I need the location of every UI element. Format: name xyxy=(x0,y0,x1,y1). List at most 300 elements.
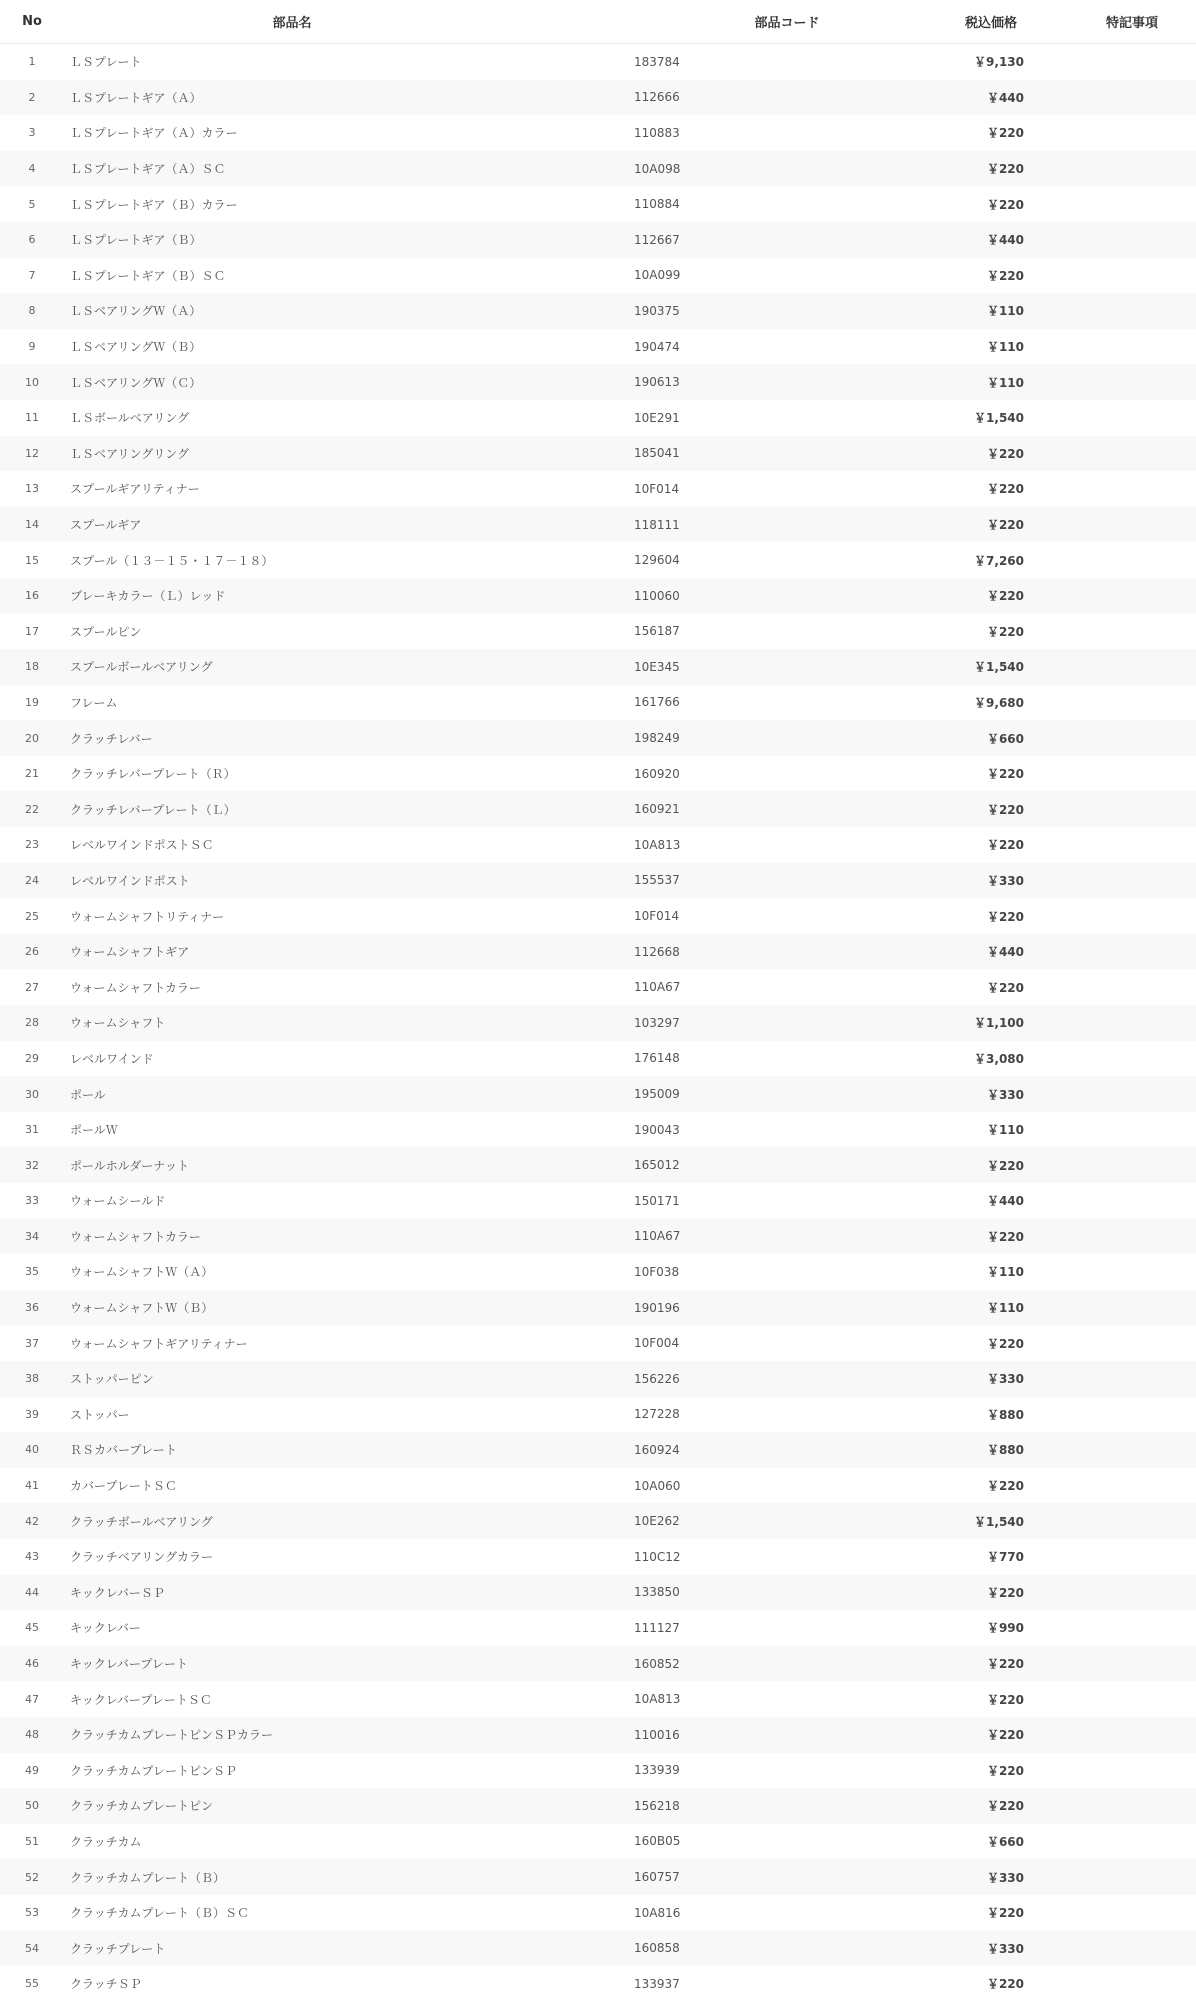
part-code: 156187 xyxy=(620,614,874,650)
note xyxy=(1068,44,1196,80)
row-no: 12 xyxy=(0,436,64,472)
price: ￥220 xyxy=(874,1966,1068,2002)
part-name: レベルワインドポストＳＣ xyxy=(64,827,620,863)
note xyxy=(1068,1610,1196,1646)
part-name: レベルワインド xyxy=(64,1041,620,1077)
price: ￥440 xyxy=(874,1183,1068,1219)
row-no: 20 xyxy=(0,720,64,756)
row-no: 42 xyxy=(0,1503,64,1539)
price: ￥220 xyxy=(874,1788,1068,1824)
part-code: 190375 xyxy=(620,293,874,329)
part-name: ストッパーピン xyxy=(64,1361,620,1397)
price: ￥330 xyxy=(874,1859,1068,1895)
note xyxy=(1068,1325,1196,1361)
table-row xyxy=(0,791,1196,827)
note xyxy=(1068,1432,1196,1468)
note xyxy=(1068,1753,1196,1789)
price: ￥330 xyxy=(874,1076,1068,1112)
table-row xyxy=(0,685,1196,721)
price: ￥220 xyxy=(874,1219,1068,1255)
row-no: 41 xyxy=(0,1468,64,1504)
part-code: 110883 xyxy=(620,115,874,151)
price: ￥220 xyxy=(874,614,1068,650)
part-code: 10A098 xyxy=(620,151,874,187)
table-row xyxy=(0,1183,1196,1219)
part-name: スプール（１３－１５・１７－１８） xyxy=(64,542,620,578)
table-row xyxy=(0,329,1196,365)
header-part-code: 部品コード xyxy=(620,0,874,44)
header-note: 特記事項 xyxy=(1068,0,1196,44)
note xyxy=(1068,827,1196,863)
part-code: 10F014 xyxy=(620,898,874,934)
note xyxy=(1068,1254,1196,1290)
price: ￥110 xyxy=(874,364,1068,400)
price: ￥1,540 xyxy=(874,649,1068,685)
part-name: キックレバープレート xyxy=(64,1646,620,1682)
table-body xyxy=(0,44,1196,2002)
row-no: 26 xyxy=(0,934,64,970)
row-no: 48 xyxy=(0,1717,64,1753)
note xyxy=(1068,1076,1196,1112)
part-name: ポールホルダーナット xyxy=(64,1147,620,1183)
price: ￥330 xyxy=(874,1361,1068,1397)
part-code: 103297 xyxy=(620,1005,874,1041)
part-name: ウォームシャフトギア xyxy=(64,934,620,970)
part-name: クラッチボールベアリング xyxy=(64,1503,620,1539)
part-code: 10A813 xyxy=(620,827,874,863)
note xyxy=(1068,364,1196,400)
row-no: 25 xyxy=(0,898,64,934)
price: ￥220 xyxy=(874,1147,1068,1183)
table-row xyxy=(0,471,1196,507)
part-name: ウォームシャフトリティナー xyxy=(64,898,620,934)
table-row xyxy=(0,898,1196,934)
table-row xyxy=(0,649,1196,685)
part-name: クラッチレバー xyxy=(64,720,620,756)
note xyxy=(1068,1183,1196,1219)
part-code: 133850 xyxy=(620,1575,874,1611)
table-row xyxy=(0,258,1196,294)
part-name: ＬＳベアリングＷ（Ｃ） xyxy=(64,364,620,400)
note xyxy=(1068,934,1196,970)
part-code: 10E262 xyxy=(620,1503,874,1539)
row-no: 55 xyxy=(0,1966,64,2002)
row-no: 52 xyxy=(0,1859,64,1895)
part-name: ＬＳプレートギア（Ａ）カラー xyxy=(64,115,620,151)
part-code: 160757 xyxy=(620,1859,874,1895)
table-row xyxy=(0,1895,1196,1931)
part-name: ＬＳプレートギア（Ｂ） xyxy=(64,222,620,258)
price: ￥990 xyxy=(874,1610,1068,1646)
note xyxy=(1068,1966,1196,2002)
price: ￥770 xyxy=(874,1539,1068,1575)
price: ￥440 xyxy=(874,80,1068,116)
part-code: 183784 xyxy=(620,44,874,80)
row-no: 31 xyxy=(0,1112,64,1148)
table-row xyxy=(0,436,1196,472)
row-no: 18 xyxy=(0,649,64,685)
part-name: ウォームシールド xyxy=(64,1183,620,1219)
table-row xyxy=(0,1503,1196,1539)
row-no: 51 xyxy=(0,1824,64,1860)
note xyxy=(1068,115,1196,151)
price: ￥9,130 xyxy=(874,44,1068,80)
part-name: ウォームシャフトカラー xyxy=(64,969,620,1005)
part-name: ストッパー xyxy=(64,1397,620,1433)
part-name: クラッチベアリングカラー xyxy=(64,1539,620,1575)
header-row xyxy=(0,0,1196,44)
note xyxy=(1068,685,1196,721)
row-no: 16 xyxy=(0,578,64,614)
part-name: ウォームシャフトＷ（Ａ） xyxy=(64,1254,620,1290)
price: ￥220 xyxy=(874,151,1068,187)
table-row xyxy=(0,44,1196,80)
note xyxy=(1068,1219,1196,1255)
part-code: 160921 xyxy=(620,791,874,827)
part-name: クラッチカムプレートピンＳＰ xyxy=(64,1753,620,1789)
table-row xyxy=(0,1646,1196,1682)
note xyxy=(1068,1539,1196,1575)
price: ￥220 xyxy=(874,1646,1068,1682)
note xyxy=(1068,1041,1196,1077)
note xyxy=(1068,898,1196,934)
price: ￥220 xyxy=(874,827,1068,863)
price: ￥220 xyxy=(874,1575,1068,1611)
row-no: 7 xyxy=(0,258,64,294)
price: ￥440 xyxy=(874,934,1068,970)
note xyxy=(1068,863,1196,899)
row-no: 28 xyxy=(0,1005,64,1041)
table-row xyxy=(0,1041,1196,1077)
part-name: スプールギアリティナー xyxy=(64,471,620,507)
table-row xyxy=(0,578,1196,614)
table-row xyxy=(0,1432,1196,1468)
part-code: 110A67 xyxy=(620,969,874,1005)
row-no: 30 xyxy=(0,1076,64,1112)
part-code: 10A099 xyxy=(620,258,874,294)
price: ￥660 xyxy=(874,720,1068,756)
note xyxy=(1068,1930,1196,1966)
row-no: 8 xyxy=(0,293,64,329)
table-row xyxy=(0,969,1196,1005)
note xyxy=(1068,186,1196,222)
row-no: 33 xyxy=(0,1183,64,1219)
part-name: ブレーキカラー（Ｌ）レッド xyxy=(64,578,620,614)
price: ￥880 xyxy=(874,1432,1068,1468)
table-row xyxy=(0,1930,1196,1966)
part-name: ウォームシャフトカラー xyxy=(64,1219,620,1255)
price: ￥220 xyxy=(874,436,1068,472)
table-row xyxy=(0,542,1196,578)
note xyxy=(1068,436,1196,472)
table-row xyxy=(0,614,1196,650)
price: ￥220 xyxy=(874,1895,1068,1931)
row-no: 15 xyxy=(0,542,64,578)
part-name: ＬＳベアリングＷ（Ｂ） xyxy=(64,329,620,365)
part-code: 155537 xyxy=(620,863,874,899)
part-name: キックレバーＳＰ xyxy=(64,1575,620,1611)
row-no: 3 xyxy=(0,115,64,151)
part-name: クラッチレバープレート（Ｌ） xyxy=(64,791,620,827)
part-code: 110884 xyxy=(620,186,874,222)
table-row xyxy=(0,1219,1196,1255)
note xyxy=(1068,329,1196,365)
row-no: 53 xyxy=(0,1895,64,1931)
table-row xyxy=(0,1361,1196,1397)
part-name: クラッチカムプレートピンＳＰカラー xyxy=(64,1717,620,1753)
part-code: 110060 xyxy=(620,578,874,614)
part-name: ＬＳプレートギア（Ａ）ＳＣ xyxy=(64,151,620,187)
note xyxy=(1068,1717,1196,1753)
row-no: 29 xyxy=(0,1041,64,1077)
note xyxy=(1068,720,1196,756)
price: ￥660 xyxy=(874,1824,1068,1860)
note xyxy=(1068,1859,1196,1895)
part-code: 110016 xyxy=(620,1717,874,1753)
price: ￥110 xyxy=(874,1254,1068,1290)
part-name: カバープレートＳＣ xyxy=(64,1468,620,1504)
part-code: 185041 xyxy=(620,436,874,472)
price: ￥1,100 xyxy=(874,1005,1068,1041)
table-header xyxy=(0,0,1196,44)
note xyxy=(1068,649,1196,685)
part-code: 10E345 xyxy=(620,649,874,685)
part-name: クラッチカムプレート（Ｂ） xyxy=(64,1859,620,1895)
part-code: 10A816 xyxy=(620,1895,874,1931)
table-row xyxy=(0,756,1196,792)
part-code: 165012 xyxy=(620,1147,874,1183)
table-row xyxy=(0,1575,1196,1611)
table-row xyxy=(0,1610,1196,1646)
price: ￥220 xyxy=(874,471,1068,507)
price: ￥1,540 xyxy=(874,400,1068,436)
part-code: 160B05 xyxy=(620,1824,874,1860)
note xyxy=(1068,151,1196,187)
note xyxy=(1068,258,1196,294)
part-code: 133937 xyxy=(620,1966,874,2002)
table-row xyxy=(0,1788,1196,1824)
price: ￥220 xyxy=(874,1717,1068,1753)
note xyxy=(1068,542,1196,578)
table-row xyxy=(0,720,1196,756)
row-no: 1 xyxy=(0,44,64,80)
part-code: 112668 xyxy=(620,934,874,970)
row-no: 14 xyxy=(0,507,64,543)
part-code: 160858 xyxy=(620,1930,874,1966)
row-no: 22 xyxy=(0,791,64,827)
part-name: ＬＳプレートギア（Ｂ）ＳＣ xyxy=(64,258,620,294)
part-name: ＬＳプレート xyxy=(64,44,620,80)
part-code: 195009 xyxy=(620,1076,874,1112)
price: ￥220 xyxy=(874,507,1068,543)
note xyxy=(1068,1788,1196,1824)
table-row xyxy=(0,1824,1196,1860)
price: ￥220 xyxy=(874,578,1068,614)
part-code: 111127 xyxy=(620,1610,874,1646)
row-no: 13 xyxy=(0,471,64,507)
part-code: 129604 xyxy=(620,542,874,578)
row-no: 5 xyxy=(0,186,64,222)
table-row xyxy=(0,934,1196,970)
part-code: 190613 xyxy=(620,364,874,400)
note xyxy=(1068,791,1196,827)
table-row xyxy=(0,1005,1196,1041)
row-no: 37 xyxy=(0,1325,64,1361)
table-row xyxy=(0,1539,1196,1575)
note xyxy=(1068,1681,1196,1717)
row-no: 34 xyxy=(0,1219,64,1255)
price: ￥9,680 xyxy=(874,685,1068,721)
price: ￥110 xyxy=(874,293,1068,329)
part-code: 10F014 xyxy=(620,471,874,507)
row-no: 24 xyxy=(0,863,64,899)
row-no: 10 xyxy=(0,364,64,400)
table-row xyxy=(0,1468,1196,1504)
price: ￥220 xyxy=(874,1325,1068,1361)
part-name: クラッチカムプレートピン xyxy=(64,1788,620,1824)
note xyxy=(1068,1895,1196,1931)
note xyxy=(1068,293,1196,329)
part-code: 10E291 xyxy=(620,400,874,436)
price: ￥220 xyxy=(874,186,1068,222)
row-no: 47 xyxy=(0,1681,64,1717)
part-code: 156218 xyxy=(620,1788,874,1824)
part-name: ＬＳボールベアリング xyxy=(64,400,620,436)
table-row xyxy=(0,1290,1196,1326)
part-code: 127228 xyxy=(620,1397,874,1433)
part-code: 10F038 xyxy=(620,1254,874,1290)
row-no: 39 xyxy=(0,1397,64,1433)
part-code: 161766 xyxy=(620,685,874,721)
part-name: ＬＳプレートギア（Ｂ）カラー xyxy=(64,186,620,222)
row-no: 45 xyxy=(0,1610,64,1646)
table-row xyxy=(0,115,1196,151)
price: ￥330 xyxy=(874,1930,1068,1966)
part-name: スプールボールベアリング xyxy=(64,649,620,685)
row-no: 43 xyxy=(0,1539,64,1575)
note xyxy=(1068,1503,1196,1539)
note xyxy=(1068,471,1196,507)
part-code: 10F004 xyxy=(620,1325,874,1361)
part-code: 133939 xyxy=(620,1753,874,1789)
note xyxy=(1068,1397,1196,1433)
note xyxy=(1068,1468,1196,1504)
table-row xyxy=(0,186,1196,222)
note xyxy=(1068,1112,1196,1148)
part-code: 10A060 xyxy=(620,1468,874,1504)
part-name: スプールピン xyxy=(64,614,620,650)
part-name: クラッチカム xyxy=(64,1824,620,1860)
table-row xyxy=(0,1325,1196,1361)
row-no: 4 xyxy=(0,151,64,187)
price: ￥220 xyxy=(874,969,1068,1005)
part-code: 156226 xyxy=(620,1361,874,1397)
table-row xyxy=(0,1966,1196,2002)
part-name: クラッチＳＰ xyxy=(64,1966,620,2002)
table-row xyxy=(0,1717,1196,1753)
note xyxy=(1068,1575,1196,1611)
part-code: 198249 xyxy=(620,720,874,756)
part-name: ウォームシャフト xyxy=(64,1005,620,1041)
table-row xyxy=(0,1112,1196,1148)
part-code: 112666 xyxy=(620,80,874,116)
note xyxy=(1068,1005,1196,1041)
part-name: キックレバー xyxy=(64,1610,620,1646)
table-row xyxy=(0,293,1196,329)
note xyxy=(1068,1147,1196,1183)
row-no: 38 xyxy=(0,1361,64,1397)
part-name: ＬＳプレートギア（Ａ） xyxy=(64,80,620,116)
part-code: 110A67 xyxy=(620,1219,874,1255)
price: ￥220 xyxy=(874,1681,1068,1717)
table-row xyxy=(0,1076,1196,1112)
part-name: クラッチカムプレート（Ｂ）ＳＣ xyxy=(64,1895,620,1931)
note xyxy=(1068,969,1196,1005)
price: ￥110 xyxy=(874,1112,1068,1148)
price: ￥110 xyxy=(874,329,1068,365)
part-name: スプールギア xyxy=(64,507,620,543)
price: ￥220 xyxy=(874,898,1068,934)
row-no: 40 xyxy=(0,1432,64,1468)
price: ￥3,080 xyxy=(874,1041,1068,1077)
part-name: ＲＳカバープレート xyxy=(64,1432,620,1468)
row-no: 23 xyxy=(0,827,64,863)
row-no: 27 xyxy=(0,969,64,1005)
note xyxy=(1068,1290,1196,1326)
part-code: 160924 xyxy=(620,1432,874,1468)
part-code: 160920 xyxy=(620,756,874,792)
price: ￥220 xyxy=(874,1468,1068,1504)
part-code: 190043 xyxy=(620,1112,874,1148)
part-name: ポールＷ xyxy=(64,1112,620,1148)
part-code: 176148 xyxy=(620,1041,874,1077)
part-name: ＬＳベアリングＷ（Ａ） xyxy=(64,293,620,329)
table-row xyxy=(0,1397,1196,1433)
table-row xyxy=(0,400,1196,436)
price: ￥7,260 xyxy=(874,542,1068,578)
price: ￥880 xyxy=(874,1397,1068,1433)
part-code: 190196 xyxy=(620,1290,874,1326)
table-row xyxy=(0,863,1196,899)
price: ￥1,540 xyxy=(874,1503,1068,1539)
table-row xyxy=(0,827,1196,863)
note xyxy=(1068,614,1196,650)
note xyxy=(1068,400,1196,436)
part-name: レベルワインドポスト xyxy=(64,863,620,899)
row-no: 49 xyxy=(0,1753,64,1789)
part-name: キックレバープレートＳＣ xyxy=(64,1681,620,1717)
row-no: 2 xyxy=(0,80,64,116)
table-row xyxy=(0,1681,1196,1717)
price: ￥220 xyxy=(874,1753,1068,1789)
table-row xyxy=(0,80,1196,116)
row-no: 54 xyxy=(0,1930,64,1966)
row-no: 32 xyxy=(0,1147,64,1183)
price: ￥110 xyxy=(874,1290,1068,1326)
row-no: 11 xyxy=(0,400,64,436)
table-row xyxy=(0,151,1196,187)
row-no: 35 xyxy=(0,1254,64,1290)
price: ￥220 xyxy=(874,791,1068,827)
table-row xyxy=(0,1147,1196,1183)
note xyxy=(1068,507,1196,543)
part-code: 150171 xyxy=(620,1183,874,1219)
row-no: 19 xyxy=(0,685,64,721)
part-name: ポール xyxy=(64,1076,620,1112)
note xyxy=(1068,1824,1196,1860)
row-no: 50 xyxy=(0,1788,64,1824)
note xyxy=(1068,578,1196,614)
